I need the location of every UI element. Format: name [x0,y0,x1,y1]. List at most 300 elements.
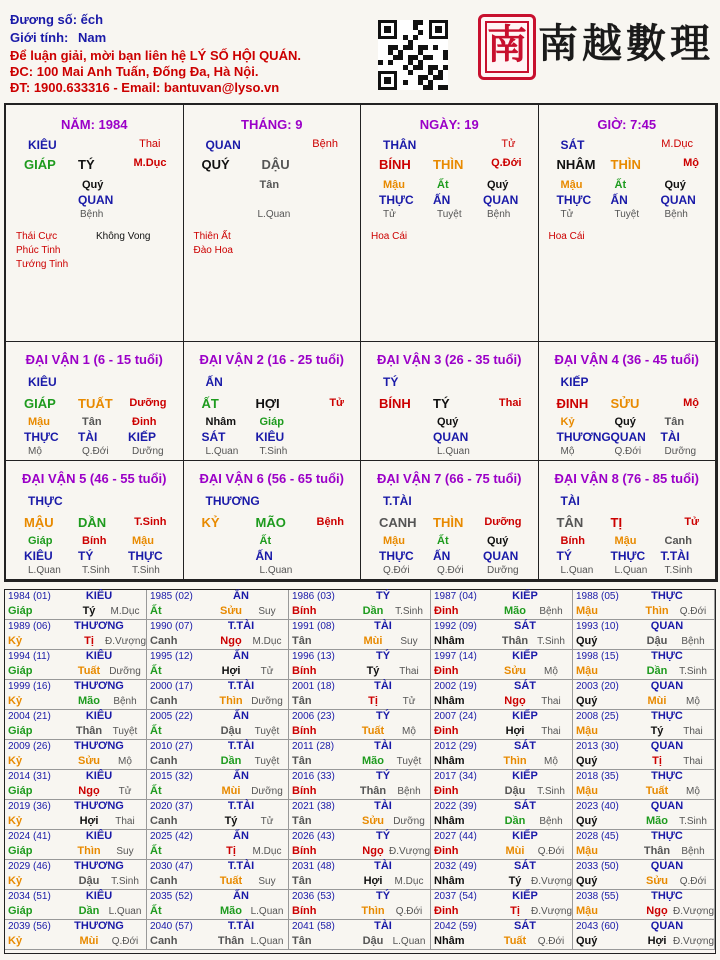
year-label: 2013 (30) [576,741,619,752]
year-cell [147,620,289,650]
gender-label: Giới tính: [10,30,69,45]
daivan-sao: KIÊU [28,375,57,389]
year-star: SÁT [514,680,536,692]
pillar-chi: DẬU [261,157,290,172]
year-label: 1994 (11) [8,651,51,662]
daivan-tinh: Tử [329,397,344,409]
year-label: 2021 (38) [292,801,335,812]
year-label: 2003 (20) [576,681,619,692]
year-cell [431,830,573,860]
year-state: Thai [541,726,561,737]
year-state: Bệnh [539,606,563,617]
year-chi: Tý [82,605,96,617]
annual-table [4,589,716,954]
year-cell [573,860,715,890]
year-label: 2033 (50) [576,861,619,872]
year-state: Q.Đới [679,876,707,887]
year-label: 2040 (57) [150,921,193,932]
gender-row [10,30,106,45]
year-chi: Dậu [78,875,100,887]
year-can: Quý [576,695,598,707]
daivan-title: ĐẠI VẬN 2 (16 - 25 tuổi) [199,352,344,367]
year-state: Bệnh [397,786,421,797]
daivan-sao: T.TÀI [383,494,412,508]
year-chi: Tuất [503,935,527,947]
year-label: 2025 (42) [150,831,193,842]
daivan-state-2: T.Sinh [82,565,110,576]
year-can: Nhâm [434,815,465,827]
year-state: Mộ [544,666,558,677]
year-state: Bệnh [113,696,137,707]
year-state: Đ.Vượng [389,846,431,857]
year-label: 2011 (28) [292,741,335,752]
year-star: ẤN [233,890,249,902]
year-state: Dưỡng [393,816,425,827]
year-can: Ất [150,845,162,857]
pillar-chi: THÌN [433,157,464,172]
year-label: 2009 (26) [8,741,51,752]
year-chi: Tị [226,845,236,857]
year-star: T.TÀI [227,680,255,692]
daivan-tinh: Tử [684,516,699,528]
year-label: 2024 (41) [8,831,51,842]
year-star: TÝ [375,590,391,602]
year-star: THƯƠNG [74,920,124,932]
daivan-tinh: Dưỡng [484,516,522,528]
than-sat-1: Hoa Cái [371,231,408,242]
year-label: 2012 (29) [434,741,477,752]
daivan-can: CANH [379,515,417,530]
daivan-star-1: THỰC [24,430,59,444]
hidden-stem-1: Mậu [560,179,583,191]
year-can: Quý [576,875,598,887]
year-cell [431,650,573,680]
year-star: KIÊU [85,830,113,842]
daivan-stem-3: Quý [487,535,509,547]
year-state: Tử [402,696,416,707]
daivan-state-1: L.Quan [560,565,594,576]
year-chi: Dậu [362,935,384,947]
year-cell [431,890,573,920]
hidden-stem-3: Quý [664,179,686,191]
year-star: TÀI [374,680,392,692]
daivan-star-2: TÀI [78,430,98,444]
year-can: Tân [292,935,312,947]
year-star: THỰC [651,710,683,722]
year-cell [431,620,573,650]
daivan-sao: TÀI [560,494,580,508]
year-state: Q.Đới [537,846,565,857]
daivan-state-1: Mộ [560,446,575,457]
pillar-can: QUÝ [201,157,230,172]
daivan-tinh: T.Sinh [134,516,167,528]
year-chi: Tuất [361,725,385,737]
than-sat-1: Thiên Ất [193,231,231,242]
year-chi: Sửu [361,815,385,827]
year-chi: Thân [501,635,529,647]
daivan-state-2: L.Quan [614,565,648,576]
year-cell [289,710,431,740]
year-chi: Mão [220,905,242,917]
year-star: TÝ [375,710,391,722]
year-chi: Sửu [645,875,669,887]
daivan-can: MẬU [24,515,54,530]
year-star: THỰC [651,770,683,782]
year-chi: Hợi [79,815,99,827]
year-chi: Ngọ [220,635,242,647]
year-state: Mộ [544,756,558,767]
year-chi: Mùi [79,935,99,947]
year-label: 2041 (58) [292,921,335,932]
year-label: 2034 (51) [8,891,51,902]
year-can: Canh [150,875,178,887]
pillar-tinh: M.Dục [133,157,167,169]
year-state: T.Sinh [679,816,707,827]
year-state: Thai [399,666,419,677]
than-sat-1: Hoa Cái [548,231,585,242]
pillar-can: NHÂM [556,157,596,172]
year-cell [289,650,431,680]
pillar-can: GIÁP [24,157,56,172]
daivan-tinh: Bệnh [316,516,344,528]
hidden-star-3: QUAN [483,193,519,207]
year-star: T.TÀI [227,920,255,932]
year-cell [5,860,147,890]
year-state: Q.Đới [111,936,139,947]
year-can: Mậu [576,725,598,737]
year-state: Dưỡng [109,666,141,677]
year-can: Giáp [8,725,33,737]
year-label: 2010 (27) [150,741,193,752]
year-star: THƯƠNG [74,620,124,632]
daivan-cell-3 [361,342,539,461]
year-label: 2031 (48) [292,861,335,872]
year-can: Tân [292,695,312,707]
year-chi: Sửu [219,605,243,617]
daivan-star-1: KIÊU [24,549,53,563]
year-label: 2014 (31) [8,771,51,782]
year-chi: Mùi [505,845,525,857]
year-chi: Dần [646,665,668,677]
year-can: Mậu [576,785,598,797]
daivan-stem-1: Nhâm [205,416,237,428]
year-chi: Tý [366,665,380,677]
year-label: 2027 (44) [434,831,477,842]
daivan-stem-2: Quý [437,416,459,428]
year-can: Ất [150,785,162,797]
year-cell [573,830,715,860]
daivan-star-2: KIÊU [255,430,285,444]
year-chi: Mão [646,815,668,827]
daivan-state-1: Mộ [28,446,42,457]
year-can: Canh [150,635,178,647]
year-cell [289,890,431,920]
year-star: QUAN [650,620,684,632]
year-state: Thai [115,816,135,827]
year-cell [573,920,715,950]
hidden-stem-state: L.Quan [257,209,291,220]
daivan-state-3: Dưỡng [132,446,164,457]
hidden-state-3: Bệnh [487,209,511,220]
year-star: QUAN [650,860,684,872]
daivan-cell-7 [361,461,539,580]
year-can: Bính [292,905,317,917]
year-label: 2035 (52) [150,891,193,902]
pillar-sao: KIÊU [28,138,57,152]
daivan-sao: TÝ [383,375,399,389]
year-label: 2019 (36) [8,801,51,812]
year-label: 1997 (14) [434,651,477,662]
year-label: 1984 (01) [8,591,51,602]
daivan-star-3: THỰC [128,549,163,563]
year-can: Giáp [8,605,33,617]
daivan-state-2: L.Quan [437,446,470,457]
daivan-state-3: Dưỡng [664,446,697,457]
year-label: 1986 (03) [292,591,335,602]
year-can: Quý [576,635,598,647]
year-star: THỰC [651,890,683,902]
year-star: ẤN [233,710,249,722]
year-star: TÝ [375,830,391,842]
hidden-star-2: ẤN [433,193,451,207]
year-label: 1989 (06) [8,621,51,632]
year-label: 1999 (16) [8,681,51,692]
year-star: ẤN [233,650,249,662]
year-chi: Tuất [645,785,669,797]
year-can: Kỷ [8,695,23,707]
year-chi: Dậu [504,785,526,797]
year-label: 1998 (15) [576,651,619,662]
year-label: 2016 (33) [292,771,335,782]
year-can: Bính [292,725,317,737]
year-can: Giáp [8,785,33,797]
year-can: Ất [150,605,162,617]
daivan-star-2: QUAN [433,430,469,444]
year-label: 1990 (07) [150,621,193,632]
daivan-star-2: ẤN [255,549,273,563]
year-state: Tuyệt [112,726,138,737]
year-can: Kỷ [8,815,23,827]
year-cell [289,590,431,620]
year-label: 2005 (22) [150,711,193,722]
than-sat-3: Tướng Tinh [16,259,69,270]
year-can: Đinh [434,845,459,857]
year-chi: Ngọ [362,845,384,857]
year-can: Kỷ [8,755,23,767]
year-state: Dưỡng [251,696,283,707]
year-cell [5,890,147,920]
year-can: Canh [150,695,178,707]
year-label: 2000 (17) [150,681,193,692]
daivan-title: ĐẠI VẬN 6 (56 - 65 tuổi) [199,471,344,486]
year-state: Thai [683,726,703,737]
year-cell [431,860,573,890]
daivan-chi: MÃO [255,515,286,530]
year-can: Mậu [576,845,598,857]
year-can: Giáp [8,845,33,857]
daivan-chi: THÌN [433,515,464,530]
year-state: L.Quan [392,936,426,947]
year-cell [573,740,715,770]
daivan-star-1: THƯƠNG [556,430,611,444]
daivan-stem-2: Ất [259,535,272,547]
year-label: 2036 (53) [292,891,335,902]
year-chi: Mùi [647,695,667,707]
year-star: KIẾP [512,830,538,842]
year-star: KIẾP [512,770,538,782]
year-can: Kỷ [8,935,23,947]
year-chi: Thân [75,725,103,737]
year-cell [431,710,573,740]
year-cell [573,710,715,740]
daivan-star-1: THỰC [379,549,414,563]
year-label: 2008 (25) [576,711,619,722]
year-cell [147,830,289,860]
year-can: Quý [576,755,598,767]
hidden-stem-state: Bệnh [80,209,104,220]
year-state: Q.Đới [395,906,423,917]
year-star: THỰC [651,650,683,662]
year-chi: Tý [508,875,522,887]
daivan-sao: THƯƠNG [205,494,260,508]
year-label: 2020 (37) [150,801,193,812]
pillar-title: NGÀY: 19 [419,117,479,132]
pillar-cell-2 [184,105,362,342]
year-cell [573,770,715,800]
hidden-state-3: Bệnh [664,209,688,220]
year-label: 2018 (35) [576,771,619,782]
pillar-sao2: Bệnh [312,138,338,150]
year-star: T.TÀI [227,800,255,812]
year-state: L.Quan [250,936,284,947]
year-can: Đinh [434,785,459,797]
year-state: Mộ [686,696,700,707]
year-star: T.TÀI [227,620,255,632]
year-cell [5,800,147,830]
year-state: T.Sinh [111,876,139,887]
daivan-state-3: T.Sinh [132,565,160,576]
year-label: 2026 (43) [292,831,335,842]
year-can: Đinh [434,665,459,677]
year-star: THƯƠNG [74,860,124,872]
year-cell [431,800,573,830]
daivan-can: TÂN [556,515,584,530]
hidden-stem-1: Quý [82,179,104,191]
year-state: Suy [116,846,134,857]
year-chi: Thân [643,845,671,857]
daivan-chi: DẦN [78,515,107,530]
daivan-state-2: Q.Đới [614,446,642,457]
year-cell [289,770,431,800]
year-state: M.Dục [252,636,282,647]
pillar-sao2: Tử [501,138,516,150]
pillar-sao: QUAN [205,138,241,152]
hidden-stem-star: QUAN [78,193,114,207]
year-chi: Mão [78,695,100,707]
year-cell [289,830,431,860]
daivan-cell-8 [539,461,717,580]
hidden-star-2: ẤN [610,193,628,207]
year-star: TÝ [375,890,391,902]
daivan-star-2: THỰC [610,549,646,563]
pillar-sao2: Thai [139,138,161,150]
year-cell [5,710,147,740]
year-can: Tân [292,815,312,827]
daivan-cell-2 [184,342,362,461]
year-chi: Thìn [77,845,101,857]
year-label: 2002 (19) [434,681,477,692]
year-star: KIẾP [512,710,538,722]
year-star: QUAN [650,740,684,752]
year-chi: Thìn [219,695,243,707]
daivan-state-2: L.Quan [259,565,293,576]
year-can: Ất [150,665,162,677]
daivan-state-1: L.Quan [28,565,61,576]
pillar-title: GIỜ: 7:45 [597,117,657,132]
year-state: T.Sinh [395,606,423,617]
daivan-stem-2: Quý [614,416,636,428]
chart-grid [4,103,718,582]
daivan-stem-3: Canh [664,535,692,547]
year-chi: Thìn [645,605,669,617]
daivan-stem-3: Tân [664,416,685,428]
year-label: 2015 (32) [150,771,193,782]
daivan-can: ĐINH [556,396,589,411]
year-chi: Tuất [77,665,101,677]
daivan-title: ĐẠI VẬN 4 (36 - 45 tuổi) [554,352,699,367]
daivan-stem-3: Đinh [132,416,157,428]
year-cell [431,680,573,710]
hidden-state-2: Tuyệt [614,209,640,220]
year-state: Tử [260,666,274,677]
daivan-chi: SỬU [610,396,640,411]
year-star: THỰC [651,830,683,842]
year-state: Suy [400,636,418,647]
year-state: Tuyệt [254,726,280,737]
year-star: TÝ [375,650,391,662]
year-cell [289,620,431,650]
year-chi: Dậu [646,635,668,647]
daivan-stem-1: Bính [560,535,585,547]
year-cell [431,740,573,770]
year-chi: Ngọ [646,905,668,917]
year-chi: Tý [224,815,238,827]
year-state: Dưỡng [251,786,283,797]
pillar-sao: SÁT [560,138,585,152]
daivan-stem-2: Ất [437,535,449,547]
year-cell [431,770,573,800]
year-can: Tân [292,875,312,887]
year-star: TÀI [374,860,392,872]
pillar-title: NĂM: 1984 [61,117,128,132]
year-star: T.TÀI [227,740,255,752]
daivan-title: ĐẠI VẬN 8 (76 - 85 tuổi) [554,471,699,486]
year-state: Mộ [402,726,416,737]
year-state: Đ.Vượng [673,936,715,947]
year-cell [5,920,147,950]
year-star: KIẾP [512,890,538,902]
year-chi: Ngọ [504,695,526,707]
owner-name: Đương số: ếch [10,12,104,27]
year-star: KIÊU [85,770,113,782]
daivan-chi: TỊ [610,515,623,530]
daivan-stem-2: Tân [82,416,102,428]
year-state: Tuyệt [396,756,422,767]
year-chi: Thân [359,785,387,797]
year-cell [573,800,715,830]
pillar-cell-3 [361,105,539,342]
year-chi: Hợi [221,665,241,677]
